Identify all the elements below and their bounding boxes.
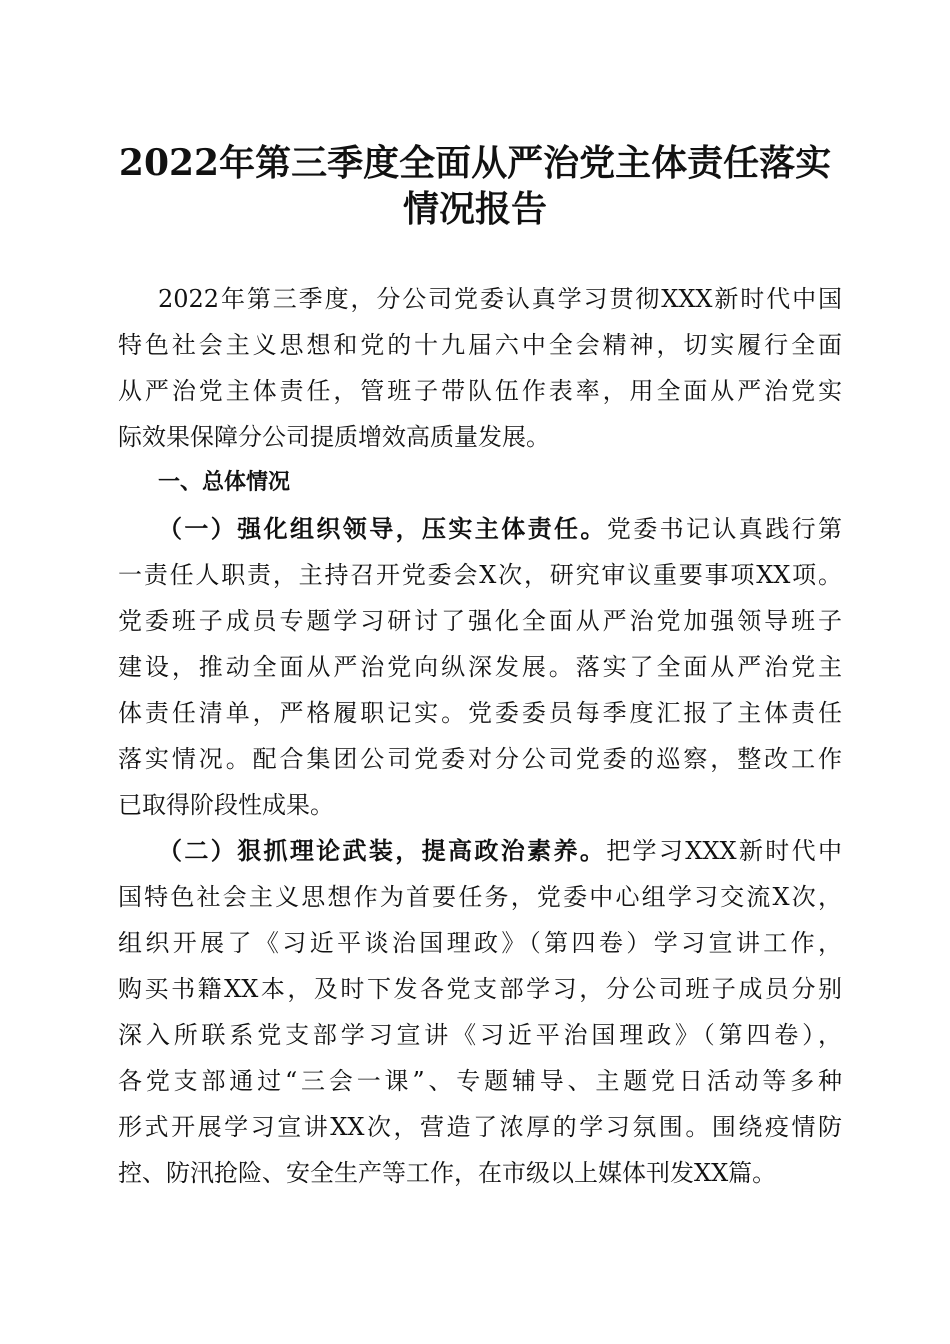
para2-line-4: 购买书籍XX本，及时下发各党支部学习，分公司班子成员分别 <box>118 975 842 1003</box>
para1-line-6: 落实情况。配合集团公司党委对分公司党委的巡察，整改工作 <box>118 745 842 773</box>
intro-line-2: 特色社会主义思想和党的十九届六中全会精神，切实履行全面 <box>118 331 842 359</box>
para1-line-3: 党委班子成员专题学习研讨了强化全面从严治党加强领导班子 <box>118 607 842 635</box>
para2-lead: （二）狠抓理论武装，提高政治素养。 <box>158 836 607 865</box>
para2-line-5: 深入所联系党支部学习宣讲《习近平治国理政》（第四卷）， <box>118 1021 842 1049</box>
para2-line-8: 控、防汛抢险、安全生产等工作，在市级以上媒体刊发XX篇。 <box>118 1159 777 1187</box>
intro-line-3: 从严治党主体责任，管班子带队伍作表率，用全面从严治党实 <box>118 377 842 405</box>
para2-line-2: 国特色社会主义思想作为首要任务，党委中心组学习交流X次， <box>118 883 842 911</box>
document-body <box>118 276 842 1196</box>
para1-line-5: 体责任清单，严格履职记实。党委委员每季度汇报了主体责任 <box>118 699 842 727</box>
para1-line-1 <box>118 506 842 552</box>
para1-line-7: 已取得阶段性成果。 <box>118 791 334 819</box>
para2-line-3: 组织开展了《习近平谈治国理政》（第四卷）学习宣讲工作， <box>118 929 842 957</box>
para1-first-rest: 党委书记认真践行第 <box>606 515 843 543</box>
title-line-2: 情况报告 <box>402 188 547 230</box>
intro-line-4: 际效果保障分公司提质增效高质量发展。 <box>118 423 550 451</box>
para1-lead: （一）强化组织领导，压实主体责任。 <box>158 514 607 543</box>
para1-line-4: 建设，推动全面从严治党向纵深发展。落实了全面从严治党主 <box>118 653 842 681</box>
intro-line-1: 2022年第三季度，分公司党委认真学习贯彻XXX新时代中国 <box>158 285 842 313</box>
para2-line-7: 形式开展学习宣讲XX次，营造了浓厚的学习氛围。围绕疫情防 <box>118 1113 842 1141</box>
para1-line-2: 一责任人职责，主持召开党委会X次，研究审议重要事项XX项。 <box>118 561 842 589</box>
para2-line-1 <box>118 828 842 874</box>
section-heading: 一、总体情况 <box>158 470 291 495</box>
para2-first-rest: 把学习XXX新时代中 <box>606 837 842 865</box>
para2-line-6: 各党支部通过“三会一课”、专题辅导、主题党日活动等多种 <box>118 1067 842 1095</box>
document-title <box>100 140 850 232</box>
title-line-1: 2022年第三季度全面从严治党主体责任落实 <box>118 142 832 184</box>
